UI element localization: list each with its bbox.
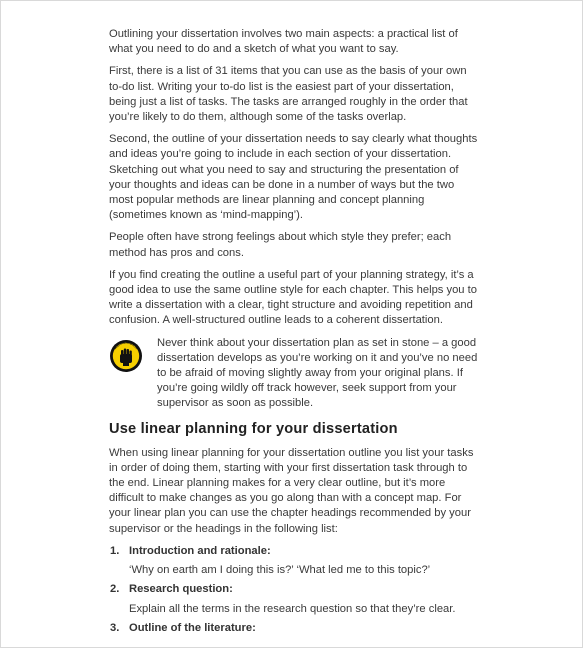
paragraph-preferences: People often have strong feelings about which style they prefer; each method has pros and cons.	[109, 231, 452, 259]
list-item	[109, 621, 481, 636]
remember-text: Never think about your dissertation plan as set in stone – a good dissertation develops as you’re working on it and you’ve no need to be afraid of moving slightly away from your original plans. If you’re going wildly off track however, seek support from your supervisor as soon as possible.	[157, 336, 478, 410]
remember-icon-label: REMEMBER	[112, 339, 140, 350]
remember-callout	[109, 336, 481, 412]
remember-finger-icon	[109, 339, 143, 373]
paragraph-outlining: Outlining your dissertation involves two main aspects: a practical list of what you need to do and a sketch of what you want to say.	[109, 28, 458, 56]
section-heading: Use linear planning for your dissertation	[109, 420, 398, 437]
list-item-title: Research question:	[129, 583, 233, 596]
paragraph-first-todo-list: First, there is a list of 31 items that you can use as the basis of your own to-do list. Writing your to-do list is the easiest part of your dissertation, being just a list of tasks. The tasks are arranged roughly in the order that you’re likely to do them, although some of the tasks overlap.	[109, 65, 468, 124]
paragraph-outline-style: If you find creating the outline a useful part of your planning strategy, it’s a good idea to use the same outline style for each chapter. This helps you to write a dissertation with a clear, tight structure and avoiding repetition and confusion. A well-structured outline leads to a coherent dissertation.	[109, 268, 477, 327]
list-item-body: Explain all the terms in the research question so that they’re clear.	[129, 602, 456, 615]
list-item	[109, 582, 481, 616]
section-intro: When using linear planning for your dissertation outline you list your tasks in order of doing them, starting with your first dissertation task through to the end. Linear planning makes for a very clear outline, but it’s more difficult to make changes as you go along than with a concept map. For your linear plan you can use the chapter headings recommended by your supervisor or the headings in the following list:	[109, 446, 474, 535]
list-item-number: 1.	[110, 544, 120, 557]
list-item	[109, 544, 481, 578]
list-item-body: ‘Why on earth am I doing this is?’ ‘What led me to this topic?’	[129, 564, 431, 577]
paragraph-second-outline: Second, the outline of your dissertation needs to say clearly what thoughts and ideas you’re going to include in each section of your dissertation. Sketching out what you need to say and structuring the presentation of your thoughts and ideas can be done in a number of ways but the two most popular methods are linear planning and concept planning (sometimes known as ‘mind-mapping’).	[109, 133, 478, 222]
list-item-title: Outline of the literature:	[129, 621, 256, 634]
list-item-number: 2.	[110, 583, 120, 596]
document-body	[109, 27, 481, 640]
list-item-number: 3.	[110, 621, 120, 634]
list-item-title: Introduction and rationale:	[129, 544, 271, 557]
